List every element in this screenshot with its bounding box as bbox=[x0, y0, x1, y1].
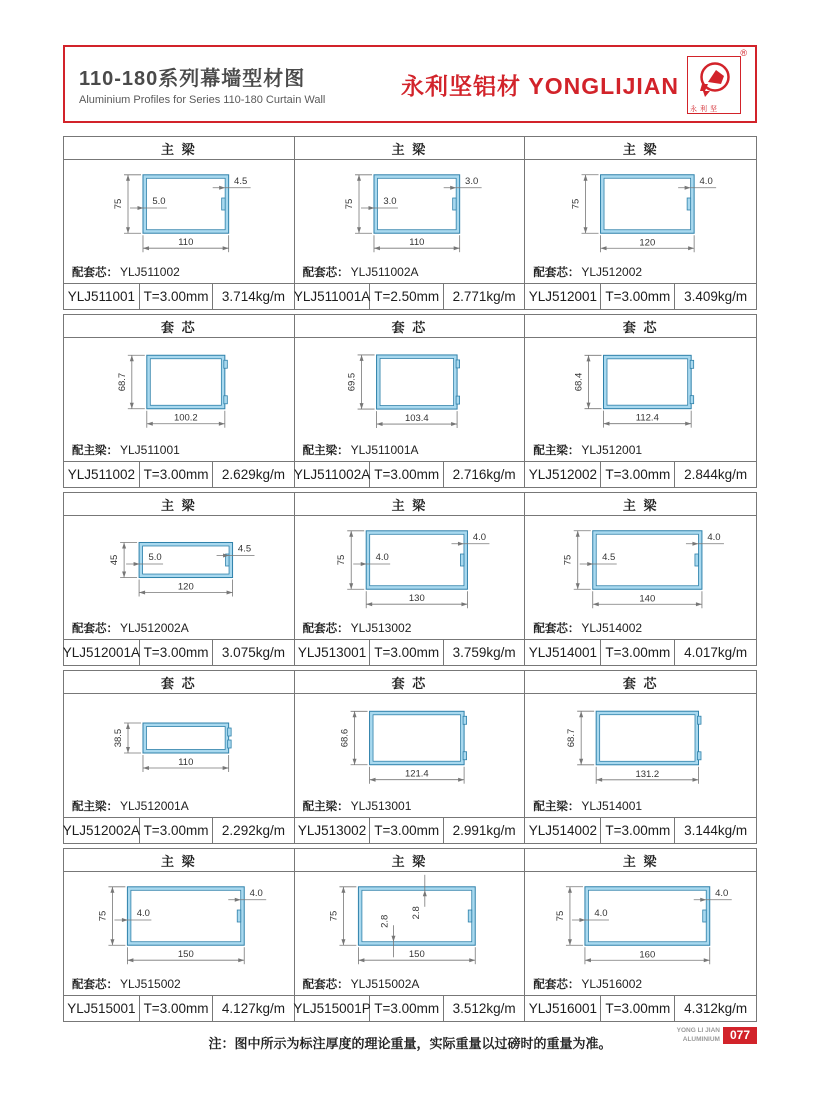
profile-cell bbox=[525, 849, 756, 1021]
model-number: YLJ513001 bbox=[295, 640, 371, 665]
mate-model-number: YLJ512002 bbox=[581, 265, 643, 279]
weight-value: 3.759kg/m bbox=[452, 645, 516, 660]
profile-drawing bbox=[64, 160, 294, 261]
profile-cell bbox=[64, 493, 295, 665]
weight-value: 2.716kg/m bbox=[452, 467, 516, 482]
page-title: 110-180系列幕墙型材图 bbox=[79, 68, 306, 90]
model-number: YLJ514001 bbox=[525, 640, 601, 665]
mate-model-number: YLJ512001A bbox=[120, 799, 189, 813]
mate-line bbox=[295, 973, 525, 995]
profile-type-label: 主 梁 bbox=[391, 853, 428, 869]
mate-model-number: YLJ511001A bbox=[350, 443, 419, 457]
mate-model-number: YLJ515002 bbox=[120, 977, 181, 991]
mate-line bbox=[64, 795, 294, 817]
thickness-value: T=3.00mm bbox=[140, 996, 213, 1021]
mate-model-number: YLJ512001 bbox=[581, 443, 643, 457]
weight-value: 4.127kg/m bbox=[221, 1001, 285, 1016]
logo-caption: 永利坚 bbox=[690, 106, 720, 113]
grid-row bbox=[63, 848, 757, 1022]
svg-text:4.0: 4.0 bbox=[715, 887, 729, 899]
weight-value: 3.144kg/m bbox=[684, 823, 748, 838]
model-number: YLJ511001A bbox=[295, 284, 371, 309]
profile-cell bbox=[64, 671, 295, 843]
spec-row bbox=[525, 639, 756, 665]
mate-label: 配主梁： bbox=[302, 445, 349, 457]
thickness-value: T=3.00mm bbox=[140, 462, 213, 487]
weight-value: 3.512kg/m bbox=[452, 1001, 516, 1016]
weight-value: 3.714kg/m bbox=[221, 289, 285, 304]
mate-label: 配套芯： bbox=[302, 267, 349, 279]
profile-section-diagram bbox=[64, 872, 294, 973]
model-number: YLJ515001P bbox=[295, 996, 371, 1021]
page-subtitle: Aluminium Profiles for Series 110-180 Curtain Wall bbox=[79, 94, 326, 106]
mate-label: 配主梁： bbox=[72, 801, 118, 813]
spec-row bbox=[64, 461, 294, 487]
svg-text:4.5: 4.5 bbox=[234, 175, 248, 187]
spec-row bbox=[295, 283, 525, 309]
model-number: YLJ512002A bbox=[64, 818, 140, 843]
thickness-value: T=2.50mm bbox=[370, 284, 443, 309]
profile-cell bbox=[64, 137, 295, 309]
profile-drawing bbox=[295, 160, 525, 261]
svg-text:120: 120 bbox=[177, 581, 194, 593]
mate-line bbox=[525, 261, 756, 283]
svg-text:4.0: 4.0 bbox=[472, 531, 486, 543]
profile-type-header bbox=[295, 137, 525, 160]
thickness-value: T=3.00mm bbox=[601, 284, 675, 309]
mate-model-number: YLJ511002 bbox=[120, 265, 180, 279]
svg-text:140: 140 bbox=[639, 593, 656, 605]
svg-text:2.8: 2.8 bbox=[379, 914, 391, 928]
profile-cell bbox=[295, 493, 526, 665]
spec-row bbox=[295, 461, 525, 487]
profile-section-diagram bbox=[64, 694, 294, 795]
grid-row bbox=[63, 670, 757, 844]
mate-line bbox=[295, 795, 525, 817]
spec-row bbox=[64, 995, 294, 1021]
profile-type-header bbox=[64, 137, 294, 160]
profile-drawing bbox=[525, 160, 756, 261]
svg-text:120: 120 bbox=[639, 237, 656, 249]
svg-text:121.4: 121.4 bbox=[404, 768, 429, 780]
profile-drawing bbox=[525, 694, 756, 795]
thickness-value: T=3.00mm bbox=[140, 640, 213, 665]
profile-type-header bbox=[525, 137, 756, 160]
svg-text:110: 110 bbox=[408, 237, 425, 249]
weight-value: 2.991kg/m bbox=[452, 823, 516, 838]
profile-type-label: 套 芯 bbox=[161, 675, 197, 691]
model-number: YLJ511002 bbox=[64, 462, 140, 487]
spec-row bbox=[64, 817, 294, 843]
svg-text:110: 110 bbox=[178, 756, 194, 768]
svg-text:4.0: 4.0 bbox=[136, 908, 150, 920]
mate-label: 配主梁： bbox=[72, 445, 118, 457]
svg-text:68.7: 68.7 bbox=[116, 372, 128, 392]
profile-type-label: 套 芯 bbox=[622, 675, 659, 691]
svg-text:75: 75 bbox=[555, 910, 567, 922]
profile-cell bbox=[64, 849, 295, 1021]
mate-label: 配套芯： bbox=[72, 267, 118, 279]
spec-row bbox=[295, 639, 525, 665]
svg-text:75: 75 bbox=[335, 554, 347, 566]
mate-line bbox=[64, 973, 294, 995]
grid-row bbox=[63, 492, 757, 666]
registered-mark: ® bbox=[740, 48, 747, 58]
profile-type-header bbox=[64, 849, 294, 872]
profile-section-diagram bbox=[525, 694, 756, 795]
svg-text:3.0: 3.0 bbox=[383, 196, 397, 208]
weight-value: 3.409kg/m bbox=[684, 289, 748, 304]
mate-line bbox=[295, 261, 525, 283]
profile-type-label: 主 梁 bbox=[161, 497, 197, 513]
page-header bbox=[63, 45, 757, 123]
profile-type-header bbox=[295, 315, 525, 338]
svg-text:75: 75 bbox=[97, 910, 109, 922]
profile-cell bbox=[295, 137, 526, 309]
mate-line bbox=[525, 973, 756, 995]
svg-text:2.8: 2.8 bbox=[410, 906, 422, 920]
weight-value: 2.292kg/m bbox=[221, 823, 285, 838]
profile-cell bbox=[525, 493, 756, 665]
profile-type-header bbox=[64, 493, 294, 516]
svg-text:4.0: 4.0 bbox=[375, 552, 389, 564]
model-number: YLJ514002 bbox=[525, 818, 601, 843]
mate-model-number: YLJ514001 bbox=[581, 799, 643, 813]
profile-cell bbox=[295, 671, 526, 843]
profile-type-header bbox=[64, 315, 294, 338]
footer-note: 注：图中所示为标注厚度的理论重量，实际重量以过磅时的重量为准。 bbox=[208, 1036, 612, 1051]
weight-value: 2.629kg/m bbox=[221, 467, 285, 482]
model-number: YLJ513002 bbox=[295, 818, 371, 843]
profile-type-header bbox=[525, 671, 756, 694]
model-number: YLJ512001 bbox=[525, 284, 601, 309]
profile-type-header bbox=[295, 671, 525, 694]
svg-text:4.0: 4.0 bbox=[249, 887, 263, 899]
svg-text:69.5: 69.5 bbox=[346, 372, 358, 392]
thickness-value: T=3.00mm bbox=[601, 640, 675, 665]
mate-line bbox=[525, 439, 756, 461]
profile-section-diagram bbox=[525, 160, 756, 261]
svg-text:75: 75 bbox=[343, 198, 355, 210]
mate-label: 配套芯： bbox=[533, 623, 580, 635]
profile-section-diagram bbox=[525, 516, 756, 617]
svg-text:75: 75 bbox=[113, 198, 125, 210]
model-number: YLJ516001 bbox=[525, 996, 601, 1021]
svg-text:68.4: 68.4 bbox=[573, 372, 585, 392]
profile-section-diagram bbox=[64, 160, 294, 261]
mate-model-number: YLJ511001 bbox=[120, 443, 180, 457]
spec-row bbox=[295, 995, 525, 1021]
svg-text:100.2: 100.2 bbox=[173, 412, 198, 424]
mate-model-number: YLJ516002 bbox=[581, 977, 643, 991]
profile-section-diagram bbox=[525, 872, 756, 973]
spec-row bbox=[525, 995, 756, 1021]
profile-type-label: 主 梁 bbox=[622, 853, 659, 869]
mate-label: 配套芯： bbox=[533, 267, 580, 279]
profile-type-label: 主 梁 bbox=[391, 497, 428, 513]
svg-text:75: 75 bbox=[570, 198, 582, 210]
svg-text:4.0: 4.0 bbox=[699, 175, 714, 187]
spec-row bbox=[525, 461, 756, 487]
svg-text:130: 130 bbox=[408, 593, 425, 605]
svg-text:150: 150 bbox=[408, 949, 425, 961]
profile-section-diagram bbox=[295, 160, 525, 261]
thickness-value: T=3.00mm bbox=[370, 996, 443, 1021]
page-footer bbox=[63, 1029, 757, 1059]
thickness-value: T=3.00mm bbox=[601, 818, 675, 843]
profile-section-diagram bbox=[525, 338, 756, 439]
profile-type-label: 套 芯 bbox=[391, 319, 428, 335]
mate-model-number: YLJ512002A bbox=[120, 621, 189, 635]
profile-drawing bbox=[64, 516, 294, 617]
profile-type-label: 主 梁 bbox=[391, 141, 428, 157]
spec-row bbox=[64, 639, 294, 665]
model-number: YLJ511001 bbox=[64, 284, 140, 309]
profile-section-diagram bbox=[295, 694, 525, 795]
svg-text:68.7: 68.7 bbox=[566, 728, 578, 748]
profile-type-label: 主 梁 bbox=[622, 497, 659, 513]
profile-type-label: 套 芯 bbox=[161, 319, 197, 335]
model-number: YLJ515001 bbox=[64, 996, 140, 1021]
logo-swirl-icon bbox=[694, 60, 734, 98]
thickness-value: T=3.00mm bbox=[370, 640, 443, 665]
page-number: 077 bbox=[723, 1027, 757, 1044]
svg-text:131.2: 131.2 bbox=[635, 768, 660, 780]
profile-drawing bbox=[525, 338, 756, 439]
mate-label: 配主梁： bbox=[533, 445, 580, 457]
svg-text:4.0: 4.0 bbox=[594, 908, 608, 919]
weight-value: 3.075kg/m bbox=[221, 645, 285, 660]
spec-row bbox=[525, 283, 756, 309]
thickness-value: T=3.00mm bbox=[601, 996, 675, 1021]
profile-type-header bbox=[525, 849, 756, 872]
mate-label: 配主梁： bbox=[533, 801, 580, 813]
weight-value: 2.771kg/m bbox=[452, 289, 516, 304]
svg-text:5.0: 5.0 bbox=[152, 196, 166, 208]
svg-text:150: 150 bbox=[177, 949, 194, 961]
svg-text:112.4: 112.4 bbox=[636, 412, 660, 424]
profile-cell bbox=[525, 137, 756, 309]
mate-model-number: YLJ514002 bbox=[581, 621, 643, 635]
profile-type-header bbox=[295, 493, 525, 516]
mate-model-number: YLJ511002A bbox=[350, 265, 419, 279]
profile-cell bbox=[525, 315, 756, 487]
profile-type-label: 主 梁 bbox=[622, 141, 659, 157]
profile-drawing bbox=[525, 516, 756, 617]
grid-row bbox=[63, 136, 757, 310]
spec-row bbox=[525, 817, 756, 843]
svg-text:38.5: 38.5 bbox=[113, 728, 125, 748]
profile-type-header bbox=[295, 849, 525, 872]
thickness-value: T=3.00mm bbox=[370, 462, 443, 487]
mate-line bbox=[525, 795, 756, 817]
thickness-value: T=3.00mm bbox=[601, 462, 675, 487]
catalog-page bbox=[63, 45, 757, 1059]
profile-drawing bbox=[295, 872, 525, 973]
thickness-value: T=3.00mm bbox=[370, 818, 443, 843]
page-badge bbox=[677, 1027, 757, 1044]
model-number: YLJ512002 bbox=[525, 462, 601, 487]
profile-section-diagram bbox=[295, 516, 525, 617]
svg-text:5.0: 5.0 bbox=[148, 552, 162, 564]
spec-row bbox=[64, 283, 294, 309]
mate-line bbox=[64, 261, 294, 283]
profile-type-label: 主 梁 bbox=[161, 853, 197, 869]
svg-text:45: 45 bbox=[109, 554, 121, 566]
model-number: YLJ511002A bbox=[295, 462, 371, 487]
profile-drawing bbox=[64, 694, 294, 795]
weight-value: 4.017kg/m bbox=[684, 645, 748, 660]
profile-section-diagram bbox=[295, 872, 525, 973]
profile-drawing bbox=[295, 516, 525, 617]
mate-model-number: YLJ515002A bbox=[350, 977, 420, 991]
header-titles bbox=[79, 62, 401, 106]
spec-row bbox=[295, 817, 525, 843]
svg-text:4.5: 4.5 bbox=[602, 552, 616, 563]
mate-model-number: YLJ513001 bbox=[350, 799, 412, 813]
profile-drawing bbox=[525, 872, 756, 973]
profile-type-label: 主 梁 bbox=[161, 141, 197, 157]
svg-text:103.4: 103.4 bbox=[404, 413, 429, 425]
profile-drawing bbox=[64, 338, 294, 439]
profile-cell bbox=[64, 315, 295, 487]
thickness-value: T=3.00mm bbox=[140, 284, 213, 309]
grid-row bbox=[63, 314, 757, 488]
badge-brand-text: YONG LI JIAN ALUMINIUM bbox=[676, 1027, 720, 1043]
profile-type-label: 套 芯 bbox=[622, 319, 659, 335]
brand-name: 永利坚铝材 YONGLIJIAN bbox=[401, 72, 679, 99]
profile-cell bbox=[295, 849, 526, 1021]
profile-section-diagram bbox=[64, 338, 294, 439]
mate-line bbox=[295, 439, 525, 461]
svg-text:160: 160 bbox=[639, 949, 656, 961]
profile-type-header bbox=[64, 671, 294, 694]
svg-text:4.5: 4.5 bbox=[237, 543, 252, 555]
mate-line bbox=[64, 439, 294, 461]
mate-line bbox=[64, 617, 294, 639]
mate-line bbox=[295, 617, 525, 639]
mate-label: 配套芯： bbox=[72, 623, 118, 635]
weight-value: 4.312kg/m bbox=[684, 1001, 748, 1016]
mate-model-number: YLJ513002 bbox=[350, 621, 412, 635]
model-number: YLJ512001A bbox=[64, 640, 140, 665]
profile-cell bbox=[525, 671, 756, 843]
svg-text:75: 75 bbox=[563, 554, 575, 566]
profile-type-header bbox=[525, 493, 756, 516]
profile-drawing bbox=[295, 694, 525, 795]
profile-cell bbox=[295, 315, 526, 487]
brand-block bbox=[401, 48, 747, 116]
thickness-value: T=3.00mm bbox=[140, 818, 213, 843]
logo-frame bbox=[687, 56, 741, 114]
profile-section-diagram bbox=[64, 516, 294, 617]
weight-value: 2.844kg/m bbox=[684, 467, 748, 482]
mate-label: 配套芯： bbox=[72, 979, 118, 991]
profile-drawing bbox=[64, 872, 294, 973]
svg-text:75: 75 bbox=[328, 910, 340, 922]
mate-label: 配主梁： bbox=[302, 801, 349, 813]
mate-label: 配套芯： bbox=[302, 623, 349, 635]
profile-type-label: 套 芯 bbox=[391, 675, 428, 691]
svg-text:68.6: 68.6 bbox=[339, 728, 351, 748]
svg-text:3.0: 3.0 bbox=[464, 175, 478, 187]
mate-line bbox=[525, 617, 756, 639]
profile-drawing bbox=[295, 338, 525, 439]
svg-text:4.0: 4.0 bbox=[707, 531, 721, 543]
mate-label: 配套芯： bbox=[533, 979, 580, 991]
svg-text:110: 110 bbox=[178, 237, 194, 249]
mate-label: 配套芯： bbox=[302, 979, 349, 991]
profile-type-header bbox=[525, 315, 756, 338]
profile-grid bbox=[63, 136, 757, 1022]
brand-logo bbox=[687, 48, 747, 116]
profile-section-diagram bbox=[295, 338, 525, 439]
